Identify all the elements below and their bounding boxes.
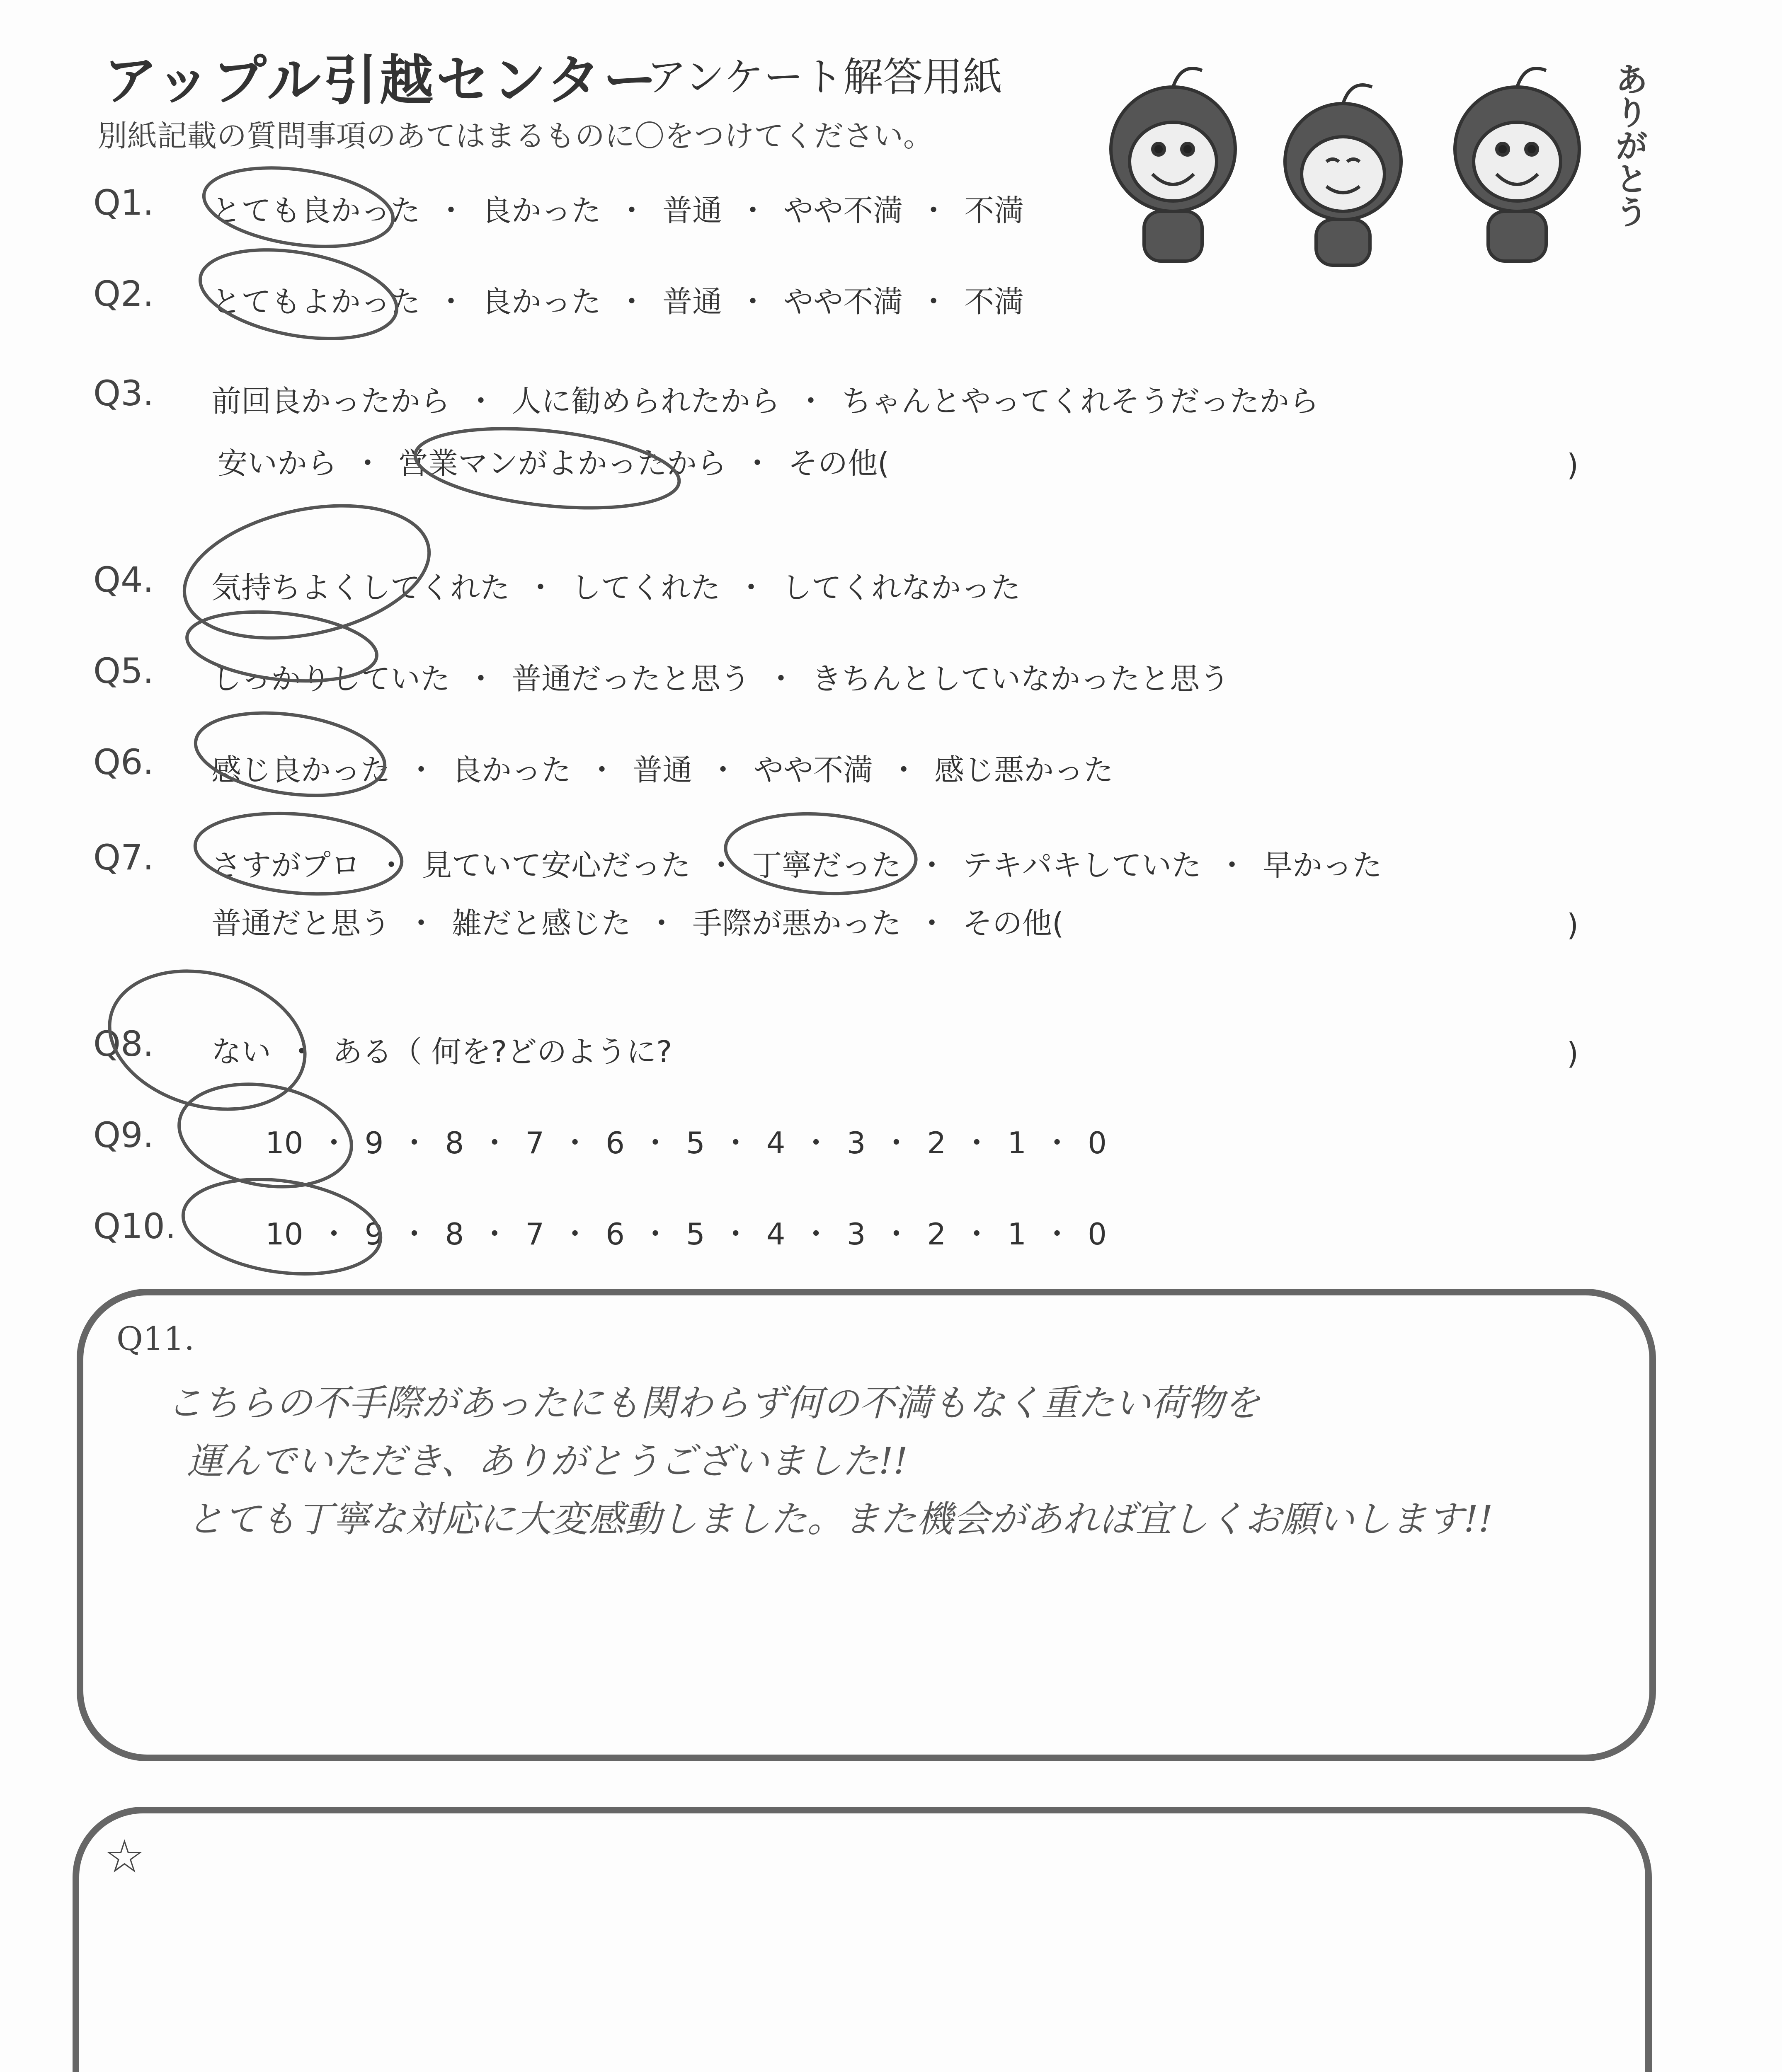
circle-q8: [94, 950, 320, 1130]
answer-option[interactable]: 人に勧められたから: [512, 384, 781, 419]
option-separator: ・: [801, 1217, 831, 1251]
answer-option[interactable]: 見ていて安心だった: [422, 848, 691, 883]
answer-option[interactable]: その他(: [963, 906, 1064, 941]
answer-option[interactable]: 1: [1007, 1217, 1027, 1251]
question-label: Q8.: [93, 1024, 154, 1064]
question-label: Q4.: [93, 559, 154, 600]
answer-option[interactable]: ある（ 何を?どのように?: [332, 1034, 672, 1069]
answer-option[interactable]: 普通: [662, 193, 722, 228]
answer-option[interactable]: 感じ良かった: [211, 753, 391, 787]
option-separator: ・: [801, 1126, 831, 1160]
answer-option[interactable]: 2: [927, 1126, 946, 1160]
answer-option[interactable]: さすがプロ: [211, 848, 361, 883]
option-separator: ・: [736, 570, 766, 605]
answer-option[interactable]: ない: [211, 1034, 272, 1069]
option-separator: ・: [526, 570, 556, 605]
option-separator: ・: [480, 1217, 510, 1251]
answer-option[interactable]: 普通: [633, 753, 693, 787]
answer-option[interactable]: 前回良かったから: [211, 384, 451, 419]
option-separator: ・: [881, 1126, 912, 1160]
option-separator: ・: [480, 1126, 510, 1160]
question-label: Q10.: [93, 1206, 176, 1247]
answer-option[interactable]: 不満: [964, 193, 1024, 228]
option-separator: ・: [466, 384, 496, 419]
answer-option[interactable]: 雑だと感じた: [452, 906, 631, 941]
option-separator: ・: [1042, 1126, 1072, 1160]
answer-option[interactable]: 10: [265, 1217, 303, 1251]
q11-comment-line-1: こちらの不手際があったにも関わらず何の不満もなく重たい荷物を: [166, 1382, 1261, 1424]
answer-option[interactable]: 7: [525, 1217, 545, 1251]
close-paren: ): [1567, 448, 1579, 482]
answer-option[interactable]: 普通だったと思う: [512, 661, 751, 696]
option-separator: ・: [742, 446, 773, 481]
option-separator: ・: [399, 1217, 429, 1251]
option-separator: ・: [287, 1034, 317, 1069]
option-separator: ・: [466, 661, 496, 696]
answer-option[interactable]: 0: [1088, 1126, 1107, 1160]
answer-option[interactable]: 営業マンがよかったから: [398, 446, 727, 481]
answer-option[interactable]: 7: [525, 1126, 545, 1160]
option-separator: ・: [738, 284, 768, 319]
answer-option[interactable]: しっかりしていた: [211, 661, 451, 696]
q11-label: Q11.: [116, 1320, 194, 1358]
brand-title: アップル引越センター: [104, 49, 659, 112]
option-separator: ・: [406, 753, 436, 787]
answer-option[interactable]: 良かった: [482, 284, 601, 319]
option-separator: ・: [766, 661, 796, 696]
question-label: Q3.: [93, 373, 154, 414]
circle-q7b: [723, 808, 919, 900]
option-separator: ・: [708, 753, 738, 787]
option-separator: ・: [436, 193, 466, 228]
circle-q4: [172, 485, 441, 658]
option-separator: ・: [917, 906, 947, 941]
option-separator: ・: [560, 1217, 590, 1251]
answer-option[interactable]: 8: [445, 1217, 464, 1251]
answer-option[interactable]: きちんとしていなかったと思う: [812, 661, 1230, 696]
answer-option[interactable]: 2: [927, 1217, 946, 1251]
answer-option[interactable]: してくれた: [571, 570, 721, 605]
answer-option[interactable]: 普通: [662, 284, 722, 319]
option-separator: ・: [720, 1217, 751, 1251]
answer-option[interactable]: 3: [846, 1217, 866, 1251]
answer-option[interactable]: 4: [766, 1217, 786, 1251]
star-icon: ☆: [104, 1830, 145, 1883]
option-separator: ・: [647, 906, 677, 941]
option-separator: ・: [917, 848, 947, 883]
option-separator: ・: [1042, 1217, 1072, 1251]
answer-option[interactable]: やや不満: [783, 193, 903, 228]
circle-q5: [184, 603, 380, 689]
answer-option[interactable]: 5: [686, 1126, 705, 1160]
answer-option[interactable]: 普通だと思う: [211, 906, 391, 941]
option-separator: ・: [796, 384, 826, 419]
answer-option[interactable]: その他(: [788, 446, 890, 481]
form-subtitle: アンケート解答用紙: [647, 54, 1003, 100]
option-separator: ・: [640, 1126, 670, 1160]
answer-option[interactable]: 3: [846, 1126, 866, 1160]
answer-option[interactable]: 1: [1007, 1126, 1027, 1160]
answer-option[interactable]: ちゃんとやってくれそうだったから: [841, 384, 1319, 419]
option-separator: ・: [319, 1126, 349, 1160]
answer-option[interactable]: とてもよかった: [211, 284, 421, 319]
option-separator: ・: [738, 193, 768, 228]
option-separator: ・: [919, 193, 949, 228]
answer-option[interactable]: 良かった: [482, 193, 601, 228]
option-separator: ・: [889, 753, 919, 787]
option-separator: ・: [1217, 848, 1247, 883]
circle-q3: [411, 417, 683, 519]
q11-comment-line-2: 運んでいただき、ありがとうございました!!: [187, 1440, 908, 1482]
mascot-caption: ありがとう: [1610, 62, 1648, 228]
answer-option[interactable]: 4: [766, 1126, 786, 1160]
option-separator: ・: [319, 1217, 349, 1251]
question-label: Q2.: [93, 274, 154, 314]
option-separator: ・: [587, 753, 617, 787]
option-separator: ・: [962, 1217, 992, 1251]
answer-option[interactable]: やや不満: [783, 284, 903, 319]
answer-option[interactable]: 気持ちよくしてくれた: [211, 570, 510, 605]
option-separator: ・: [881, 1217, 912, 1251]
answer-option[interactable]: 安いから: [218, 446, 337, 481]
question-label: Q1.: [93, 182, 154, 223]
answer-option[interactable]: 不満: [964, 284, 1024, 319]
option-separator: ・: [640, 1217, 670, 1251]
q11-comment-box: [77, 1289, 1656, 1761]
answer-option[interactable]: 5: [686, 1217, 705, 1251]
answer-option[interactable]: やや不満: [754, 753, 873, 787]
answer-option[interactable]: 早かった: [1263, 848, 1382, 883]
answer-option[interactable]: 10: [265, 1126, 303, 1160]
option-separator: ・: [720, 1126, 751, 1160]
option-separator: ・: [399, 1126, 429, 1160]
option-separator: ・: [962, 1126, 992, 1160]
circle-q2: [193, 236, 403, 352]
question-label: Q5.: [93, 651, 154, 691]
answer-option[interactable]: してくれなかった: [782, 570, 1021, 605]
option-separator: ・: [617, 284, 647, 319]
question-label: Q9.: [93, 1115, 154, 1155]
option-separator: ・: [919, 284, 949, 319]
option-separator: ・: [353, 446, 383, 481]
option-separator: ・: [436, 284, 466, 319]
answer-option[interactable]: テキパキしていた: [963, 848, 1202, 883]
question-label: Q7.: [93, 837, 154, 878]
answer-option[interactable]: 良かった: [452, 753, 572, 787]
answer-option[interactable]: 8: [445, 1126, 464, 1160]
close-paren: ): [1567, 908, 1579, 942]
answer-option[interactable]: 6: [606, 1217, 625, 1251]
question-label: Q6.: [93, 742, 154, 782]
circle-q7a: [192, 806, 405, 902]
q11-comment-line-3: とても丁寧な対応に大変感動しました。また機会があれば宜しくお願いします!!: [187, 1498, 1493, 1540]
circle-q1: [199, 157, 398, 257]
answer-option[interactable]: 9: [364, 1126, 384, 1160]
option-separator: ・: [376, 848, 407, 883]
close-paren: ): [1567, 1036, 1579, 1071]
option-separator: ・: [617, 193, 647, 228]
instruction-text: 別紙記載の質問事項のあてはまるものに〇をつけてください。: [97, 119, 933, 153]
answer-option[interactable]: とても良かった: [211, 193, 421, 228]
option-separator: ・: [706, 848, 737, 883]
answer-option[interactable]: 丁寧だった: [752, 848, 902, 883]
option-separator: ・: [560, 1126, 590, 1160]
answer-option[interactable]: 手際が悪かった: [692, 906, 902, 941]
answer-option[interactable]: 0: [1088, 1217, 1107, 1251]
answer-option[interactable]: 6: [606, 1126, 625, 1160]
circle-q6: [190, 702, 390, 806]
answer-option[interactable]: 9: [364, 1217, 384, 1251]
answer-option[interactable]: 感じ悪かった: [934, 753, 1114, 787]
star-comment-box: [73, 1807, 1652, 2072]
option-separator: ・: [406, 906, 436, 941]
